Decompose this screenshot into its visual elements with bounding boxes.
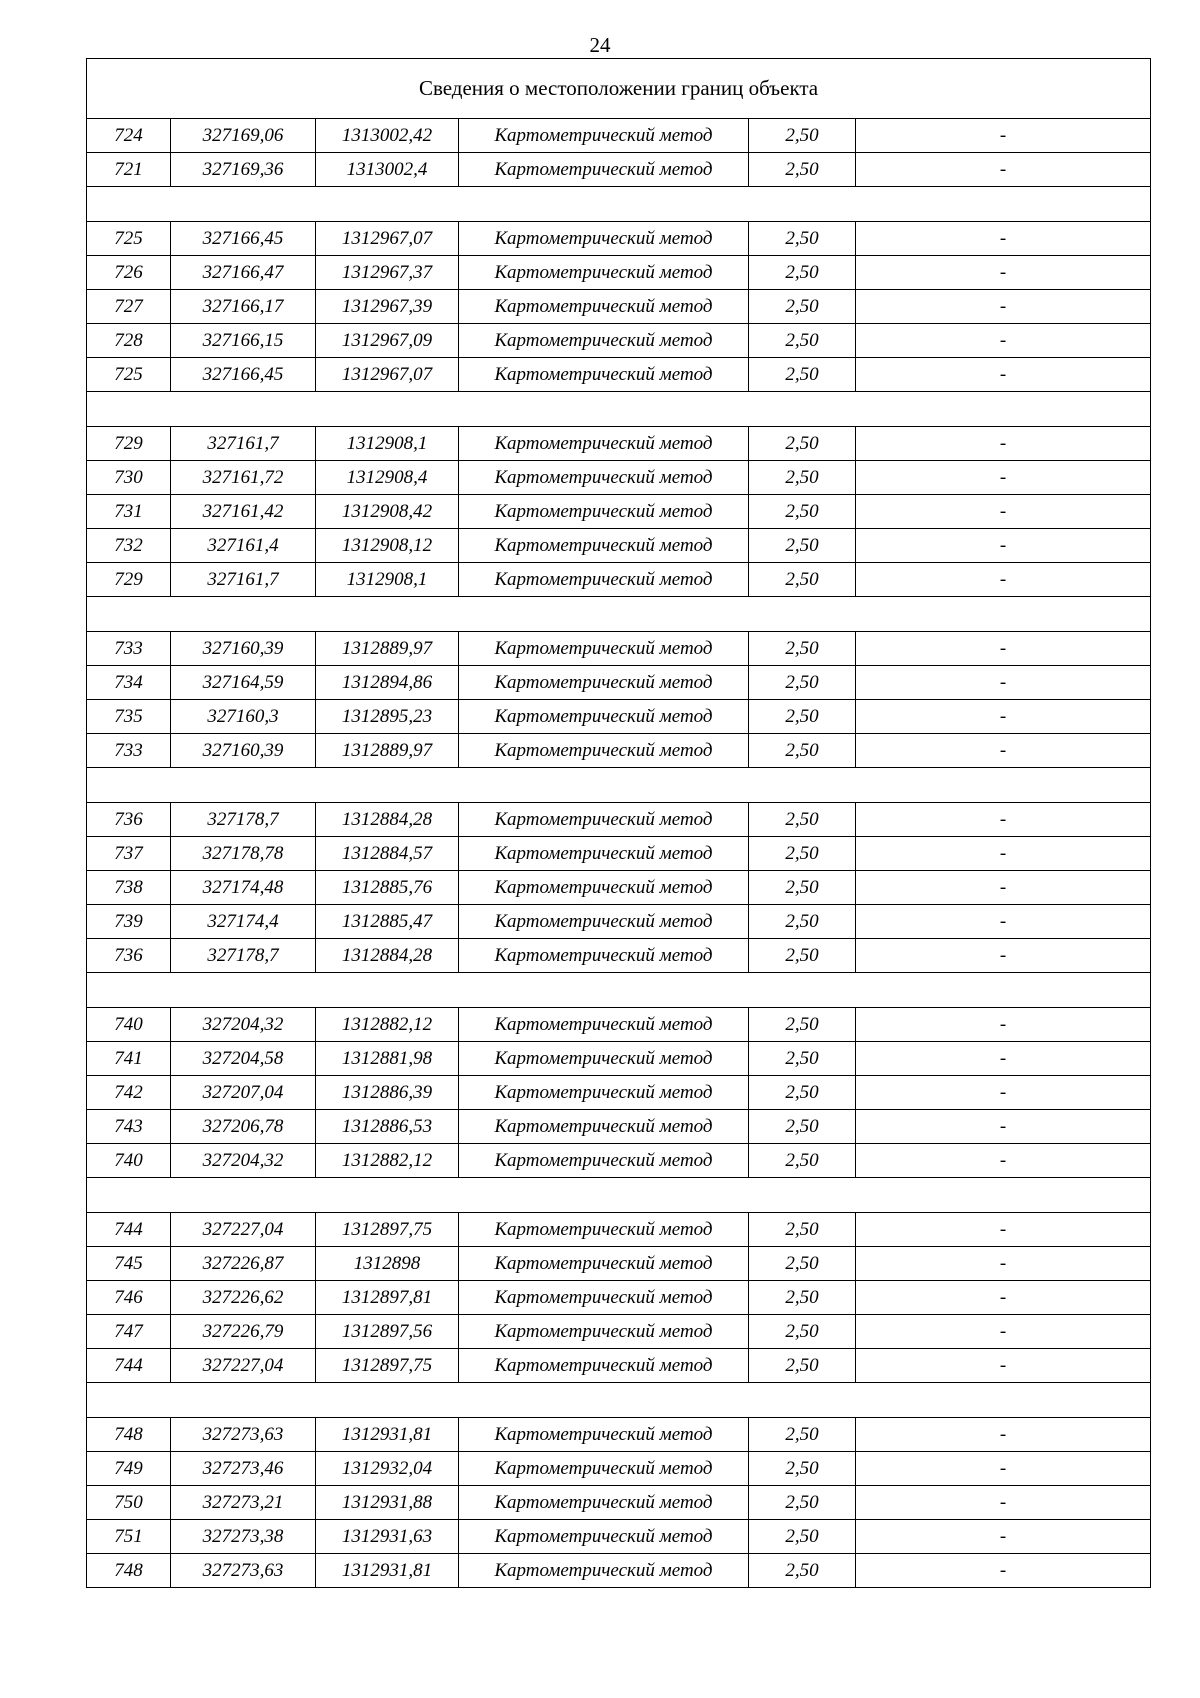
contour-separator-cell xyxy=(87,1383,1151,1418)
method-cell: Картометрический метод xyxy=(459,1042,749,1076)
y-coordinate-cell: 1312881,98 xyxy=(316,1042,459,1076)
y-coordinate-cell: 1312897,75 xyxy=(316,1213,459,1247)
accuracy-cell: 2,50 xyxy=(749,290,856,324)
method-cell: Картометрический метод xyxy=(459,837,749,871)
table-row xyxy=(87,734,1151,768)
point-number-cell: 733 xyxy=(87,632,171,666)
contour-separator-row xyxy=(87,597,1151,632)
point-number-cell: 736 xyxy=(87,803,171,837)
accuracy-cell: 2,50 xyxy=(749,1486,856,1520)
method-cell: Картометрический метод xyxy=(459,427,749,461)
x-coordinate-cell: 327160,39 xyxy=(171,632,316,666)
x-coordinate-cell: 327226,87 xyxy=(171,1247,316,1281)
description-cell: - xyxy=(856,666,1151,700)
accuracy-cell: 2,50 xyxy=(749,529,856,563)
description-cell: - xyxy=(856,1042,1151,1076)
table-row xyxy=(87,700,1151,734)
y-coordinate-cell: 1312882,12 xyxy=(316,1008,459,1042)
y-coordinate-cell: 1312967,39 xyxy=(316,290,459,324)
point-number-cell: 748 xyxy=(87,1418,171,1452)
table-row xyxy=(87,153,1151,187)
method-cell: Картометрический метод xyxy=(459,495,749,529)
accuracy-cell: 2,50 xyxy=(749,939,856,973)
x-coordinate-cell: 327164,59 xyxy=(171,666,316,700)
y-coordinate-cell: 1313002,42 xyxy=(316,119,459,153)
method-cell: Картометрический метод xyxy=(459,1315,749,1349)
x-coordinate-cell: 327169,06 xyxy=(171,119,316,153)
point-number-cell: 748 xyxy=(87,1554,171,1588)
point-number-cell: 730 xyxy=(87,461,171,495)
accuracy-cell: 2,50 xyxy=(749,632,856,666)
table-title: Сведения о местоположении границ объекта xyxy=(87,59,1151,119)
method-cell: Картометрический метод xyxy=(459,529,749,563)
x-coordinate-cell: 327226,62 xyxy=(171,1281,316,1315)
accuracy-cell: 2,50 xyxy=(749,1008,856,1042)
y-coordinate-cell: 1312884,57 xyxy=(316,837,459,871)
table-row xyxy=(87,256,1151,290)
x-coordinate-cell: 327273,63 xyxy=(171,1554,316,1588)
table-row xyxy=(87,563,1151,597)
x-coordinate-cell: 327273,46 xyxy=(171,1452,316,1486)
accuracy-cell: 2,50 xyxy=(749,1042,856,1076)
method-cell: Картометрический метод xyxy=(459,563,749,597)
method-cell: Картометрический метод xyxy=(459,1281,749,1315)
description-cell: - xyxy=(856,1076,1151,1110)
method-cell: Картометрический метод xyxy=(459,1110,749,1144)
y-coordinate-cell: 1312882,12 xyxy=(316,1144,459,1178)
x-coordinate-cell: 327204,58 xyxy=(171,1042,316,1076)
description-cell: - xyxy=(856,119,1151,153)
method-cell: Картометрический метод xyxy=(459,905,749,939)
accuracy-cell: 2,50 xyxy=(749,1076,856,1110)
x-coordinate-cell: 327160,3 xyxy=(171,700,316,734)
method-cell: Картометрический метод xyxy=(459,256,749,290)
method-cell: Картометрический метод xyxy=(459,324,749,358)
y-coordinate-cell: 1312908,4 xyxy=(316,461,459,495)
table-row xyxy=(87,1349,1151,1383)
table-row xyxy=(87,1042,1151,1076)
point-number-cell: 725 xyxy=(87,222,171,256)
method-cell: Картометрический метод xyxy=(459,632,749,666)
point-number-cell: 750 xyxy=(87,1486,171,1520)
x-coordinate-cell: 327204,32 xyxy=(171,1144,316,1178)
x-coordinate-cell: 327166,45 xyxy=(171,358,316,392)
x-coordinate-cell: 327206,78 xyxy=(171,1110,316,1144)
accuracy-cell: 2,50 xyxy=(749,563,856,597)
table-row xyxy=(87,1076,1151,1110)
point-number-cell: 721 xyxy=(87,153,171,187)
table-row xyxy=(87,1008,1151,1042)
method-cell: Картометрический метод xyxy=(459,119,749,153)
description-cell: - xyxy=(856,256,1151,290)
description-cell: - xyxy=(856,1213,1151,1247)
description-cell: - xyxy=(856,1315,1151,1349)
table-row xyxy=(87,871,1151,905)
description-cell: - xyxy=(856,290,1151,324)
x-coordinate-cell: 327166,47 xyxy=(171,256,316,290)
method-cell: Картометрический метод xyxy=(459,1076,749,1110)
table-row xyxy=(87,1213,1151,1247)
y-coordinate-cell: 1312932,04 xyxy=(316,1452,459,1486)
x-coordinate-cell: 327227,04 xyxy=(171,1213,316,1247)
y-coordinate-cell: 1313002,4 xyxy=(316,153,459,187)
x-coordinate-cell: 327174,48 xyxy=(171,871,316,905)
accuracy-cell: 2,50 xyxy=(749,119,856,153)
method-cell: Картометрический метод xyxy=(459,358,749,392)
y-coordinate-cell: 1312967,37 xyxy=(316,256,459,290)
description-cell: - xyxy=(856,222,1151,256)
description-cell: - xyxy=(856,837,1151,871)
point-number-cell: 736 xyxy=(87,939,171,973)
description-cell: - xyxy=(856,1349,1151,1383)
method-cell: Картометрический метод xyxy=(459,803,749,837)
table-row xyxy=(87,529,1151,563)
accuracy-cell: 2,50 xyxy=(749,256,856,290)
x-coordinate-cell: 327161,4 xyxy=(171,529,316,563)
description-cell: - xyxy=(856,939,1151,973)
x-coordinate-cell: 327207,04 xyxy=(171,1076,316,1110)
method-cell: Картометрический метод xyxy=(459,734,749,768)
x-coordinate-cell: 327226,79 xyxy=(171,1315,316,1349)
description-cell: - xyxy=(856,1554,1151,1588)
description-cell: - xyxy=(856,871,1151,905)
method-cell: Картометрический метод xyxy=(459,1349,749,1383)
y-coordinate-cell: 1312908,1 xyxy=(316,427,459,461)
method-cell: Картометрический метод xyxy=(459,939,749,973)
table-row xyxy=(87,1315,1151,1349)
y-coordinate-cell: 1312931,81 xyxy=(316,1418,459,1452)
description-cell: - xyxy=(856,700,1151,734)
table-row xyxy=(87,1247,1151,1281)
y-coordinate-cell: 1312897,56 xyxy=(316,1315,459,1349)
y-coordinate-cell: 1312908,1 xyxy=(316,563,459,597)
table-row xyxy=(87,222,1151,256)
y-coordinate-cell: 1312898 xyxy=(316,1247,459,1281)
description-cell: - xyxy=(856,1144,1151,1178)
y-coordinate-cell: 1312889,97 xyxy=(316,632,459,666)
x-coordinate-cell: 327178,7 xyxy=(171,939,316,973)
accuracy-cell: 2,50 xyxy=(749,461,856,495)
method-cell: Картометрический метод xyxy=(459,461,749,495)
y-coordinate-cell: 1312884,28 xyxy=(316,803,459,837)
y-coordinate-cell: 1312885,47 xyxy=(316,905,459,939)
description-cell: - xyxy=(856,1486,1151,1520)
y-coordinate-cell: 1312884,28 xyxy=(316,939,459,973)
accuracy-cell: 2,50 xyxy=(749,1315,856,1349)
y-coordinate-cell: 1312908,42 xyxy=(316,495,459,529)
point-number-cell: 725 xyxy=(87,358,171,392)
point-number-cell: 740 xyxy=(87,1008,171,1042)
table-row xyxy=(87,358,1151,392)
table-row xyxy=(87,632,1151,666)
contour-separator-row xyxy=(87,187,1151,222)
table-row xyxy=(87,1418,1151,1452)
table-row xyxy=(87,119,1151,153)
table-row xyxy=(87,495,1151,529)
x-coordinate-cell: 327161,72 xyxy=(171,461,316,495)
point-number-cell: 732 xyxy=(87,529,171,563)
description-cell: - xyxy=(856,1110,1151,1144)
accuracy-cell: 2,50 xyxy=(749,495,856,529)
x-coordinate-cell: 327204,32 xyxy=(171,1008,316,1042)
contour-separator-cell xyxy=(87,1178,1151,1213)
y-coordinate-cell: 1312885,76 xyxy=(316,871,459,905)
accuracy-cell: 2,50 xyxy=(749,700,856,734)
table-row xyxy=(87,1486,1151,1520)
contour-separator-cell xyxy=(87,768,1151,803)
description-cell: - xyxy=(856,905,1151,939)
description-cell: - xyxy=(856,1008,1151,1042)
accuracy-cell: 2,50 xyxy=(749,734,856,768)
description-cell: - xyxy=(856,461,1151,495)
contour-separator-row xyxy=(87,392,1151,427)
point-number-cell: 727 xyxy=(87,290,171,324)
table-row xyxy=(87,939,1151,973)
table-row xyxy=(87,461,1151,495)
y-coordinate-cell: 1312931,81 xyxy=(316,1554,459,1588)
x-coordinate-cell: 327174,4 xyxy=(171,905,316,939)
point-number-cell: 742 xyxy=(87,1076,171,1110)
table-row xyxy=(87,427,1151,461)
accuracy-cell: 2,50 xyxy=(749,358,856,392)
accuracy-cell: 2,50 xyxy=(749,1452,856,1486)
table-row xyxy=(87,666,1151,700)
accuracy-cell: 2,50 xyxy=(749,1247,856,1281)
x-coordinate-cell: 327273,21 xyxy=(171,1486,316,1520)
method-cell: Картометрический метод xyxy=(459,1520,749,1554)
point-number-cell: 737 xyxy=(87,837,171,871)
y-coordinate-cell: 1312908,12 xyxy=(316,529,459,563)
table-row xyxy=(87,1110,1151,1144)
table-row xyxy=(87,290,1151,324)
y-coordinate-cell: 1312897,81 xyxy=(316,1281,459,1315)
accuracy-cell: 2,50 xyxy=(749,803,856,837)
point-number-cell: 735 xyxy=(87,700,171,734)
method-cell: Картометрический метод xyxy=(459,1247,749,1281)
description-cell: - xyxy=(856,734,1151,768)
point-number-cell: 728 xyxy=(87,324,171,358)
description-cell: - xyxy=(856,1418,1151,1452)
point-number-cell: 738 xyxy=(87,871,171,905)
table-row xyxy=(87,324,1151,358)
y-coordinate-cell: 1312886,39 xyxy=(316,1076,459,1110)
accuracy-cell: 2,50 xyxy=(749,1213,856,1247)
accuracy-cell: 2,50 xyxy=(749,1110,856,1144)
table-row xyxy=(87,1144,1151,1178)
boundary-coordinates-table xyxy=(86,58,1151,1588)
method-cell: Картометрический метод xyxy=(459,871,749,905)
point-number-cell: 729 xyxy=(87,563,171,597)
accuracy-cell: 2,50 xyxy=(749,222,856,256)
method-cell: Картометрический метод xyxy=(459,1418,749,1452)
y-coordinate-cell: 1312886,53 xyxy=(316,1110,459,1144)
point-number-cell: 726 xyxy=(87,256,171,290)
point-number-cell: 746 xyxy=(87,1281,171,1315)
description-cell: - xyxy=(856,427,1151,461)
method-cell: Картометрический метод xyxy=(459,1554,749,1588)
accuracy-cell: 2,50 xyxy=(749,837,856,871)
table-row xyxy=(87,1520,1151,1554)
point-number-cell: 744 xyxy=(87,1349,171,1383)
accuracy-cell: 2,50 xyxy=(749,871,856,905)
description-cell: - xyxy=(856,632,1151,666)
accuracy-cell: 2,50 xyxy=(749,1554,856,1588)
x-coordinate-cell: 327160,39 xyxy=(171,734,316,768)
x-coordinate-cell: 327166,15 xyxy=(171,324,316,358)
y-coordinate-cell: 1312895,23 xyxy=(316,700,459,734)
description-cell: - xyxy=(856,358,1151,392)
y-coordinate-cell: 1312894,86 xyxy=(316,666,459,700)
point-number-cell: 744 xyxy=(87,1213,171,1247)
y-coordinate-cell: 1312967,07 xyxy=(316,222,459,256)
method-cell: Картометрический метод xyxy=(459,1452,749,1486)
x-coordinate-cell: 327273,63 xyxy=(171,1418,316,1452)
description-cell: - xyxy=(856,1520,1151,1554)
contour-separator-row xyxy=(87,1178,1151,1213)
contour-separator-row xyxy=(87,768,1151,803)
point-number-cell: 734 xyxy=(87,666,171,700)
contour-separator-cell xyxy=(87,597,1151,632)
point-number-cell: 745 xyxy=(87,1247,171,1281)
table-row xyxy=(87,1554,1151,1588)
y-coordinate-cell: 1312897,75 xyxy=(316,1349,459,1383)
method-cell: Картометрический метод xyxy=(459,666,749,700)
y-coordinate-cell: 1312889,97 xyxy=(316,734,459,768)
x-coordinate-cell: 327166,45 xyxy=(171,222,316,256)
method-cell: Картометрический метод xyxy=(459,1213,749,1247)
x-coordinate-cell: 327161,7 xyxy=(171,563,316,597)
x-coordinate-cell: 327178,7 xyxy=(171,803,316,837)
description-cell: - xyxy=(856,563,1151,597)
y-coordinate-cell: 1312967,07 xyxy=(316,358,459,392)
accuracy-cell: 2,50 xyxy=(749,666,856,700)
accuracy-cell: 2,50 xyxy=(749,1349,856,1383)
x-coordinate-cell: 327166,17 xyxy=(171,290,316,324)
point-number-cell: 751 xyxy=(87,1520,171,1554)
point-number-cell: 733 xyxy=(87,734,171,768)
method-cell: Картометрический метод xyxy=(459,1008,749,1042)
table-row xyxy=(87,1281,1151,1315)
table-row xyxy=(87,1452,1151,1486)
accuracy-cell: 2,50 xyxy=(749,153,856,187)
contour-separator-cell xyxy=(87,187,1151,222)
point-number-cell: 731 xyxy=(87,495,171,529)
x-coordinate-cell: 327273,38 xyxy=(171,1520,316,1554)
description-cell: - xyxy=(856,1452,1151,1486)
point-number-cell: 747 xyxy=(87,1315,171,1349)
x-coordinate-cell: 327161,7 xyxy=(171,427,316,461)
point-number-cell: 724 xyxy=(87,119,171,153)
y-coordinate-cell: 1312967,09 xyxy=(316,324,459,358)
table-title-row xyxy=(87,59,1151,119)
description-cell: - xyxy=(856,803,1151,837)
point-number-cell: 741 xyxy=(87,1042,171,1076)
y-coordinate-cell: 1312931,63 xyxy=(316,1520,459,1554)
accuracy-cell: 2,50 xyxy=(749,324,856,358)
method-cell: Картометрический метод xyxy=(459,153,749,187)
point-number-cell: 749 xyxy=(87,1452,171,1486)
description-cell: - xyxy=(856,495,1151,529)
description-cell: - xyxy=(856,153,1151,187)
point-number-cell: 740 xyxy=(87,1144,171,1178)
accuracy-cell: 2,50 xyxy=(749,1144,856,1178)
table-row xyxy=(87,803,1151,837)
accuracy-cell: 2,50 xyxy=(749,905,856,939)
description-cell: - xyxy=(856,324,1151,358)
accuracy-cell: 2,50 xyxy=(749,1281,856,1315)
x-coordinate-cell: 327178,78 xyxy=(171,837,316,871)
description-cell: - xyxy=(856,1281,1151,1315)
table-body xyxy=(87,59,1151,1588)
description-cell: - xyxy=(856,529,1151,563)
point-number-cell: 743 xyxy=(87,1110,171,1144)
contour-separator-cell xyxy=(87,392,1151,427)
method-cell: Картометрический метод xyxy=(459,1144,749,1178)
contour-separator-row xyxy=(87,973,1151,1008)
accuracy-cell: 2,50 xyxy=(749,427,856,461)
contour-separator-row xyxy=(87,1383,1151,1418)
accuracy-cell: 2,50 xyxy=(749,1418,856,1452)
x-coordinate-cell: 327227,04 xyxy=(171,1349,316,1383)
method-cell: Картометрический метод xyxy=(459,1486,749,1520)
point-number-cell: 729 xyxy=(87,427,171,461)
contour-separator-cell xyxy=(87,973,1151,1008)
description-cell: - xyxy=(856,1247,1151,1281)
accuracy-cell: 2,50 xyxy=(749,1520,856,1554)
table-row xyxy=(87,837,1151,871)
method-cell: Картометрический метод xyxy=(459,222,749,256)
point-number-cell: 739 xyxy=(87,905,171,939)
method-cell: Картометрический метод xyxy=(459,700,749,734)
y-coordinate-cell: 1312931,88 xyxy=(316,1486,459,1520)
x-coordinate-cell: 327161,42 xyxy=(171,495,316,529)
method-cell: Картометрический метод xyxy=(459,290,749,324)
x-coordinate-cell: 327169,36 xyxy=(171,153,316,187)
page-number: 24 xyxy=(589,33,611,57)
table-row xyxy=(87,905,1151,939)
